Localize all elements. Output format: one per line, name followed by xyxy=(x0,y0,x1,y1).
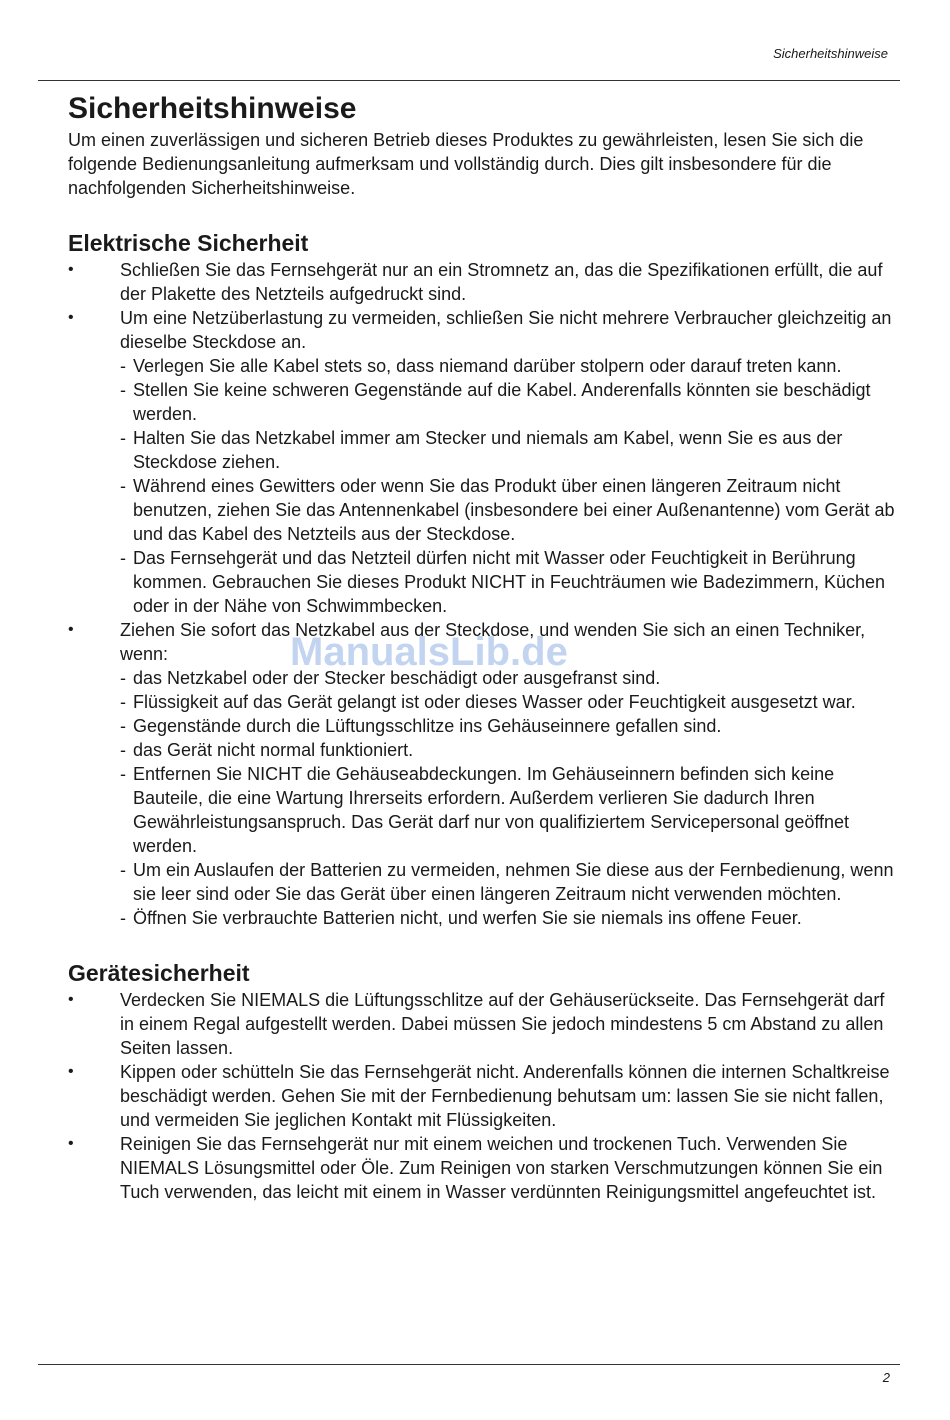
sub-list-item: - das Gerät nicht normal funktioniert. xyxy=(120,738,900,762)
section-heading-electrical: Elektrische Sicherheit xyxy=(68,230,309,256)
section-heading-device: Gerätesicherheit xyxy=(68,960,250,986)
sub-list-item: - Entfernen Sie NICHT die Gehäuseabdeckungen. Im Gehäuseinnern befinden sich keine Bauteile, die eine Wartung Ihrerseits erfordern. Außerdem verlieren Sie dadurch Ihren Gewährleistungsanspruch. Das Gerät darf nur von qualifiziertem Servicepersonal geöffnet werden. xyxy=(120,762,900,858)
list-item xyxy=(68,258,900,306)
list-item xyxy=(68,988,900,1060)
page-content xyxy=(68,90,900,1204)
list-item-text: Schließen Sie das Fernsehgerät nur an ein Stromnetz an, das die Spezifikationen erfüllt, die auf der Plakette des Netzteils aufgedruckt sind. xyxy=(120,260,883,304)
sub-list-item: - Das Fernsehgerät und das Netzteil dürfen nicht mit Wasser oder Feuchtigkeit in Berührung kommen. Gebrauchen Sie dieses Produkt NICHT in Feuchträumen wie Badezimmern, Küchen oder in der Nähe von Schwimmbecken. xyxy=(120,546,900,618)
sub-list-item: - Flüssigkeit auf das Gerät gelangt ist oder dieses Wasser oder Feuchtigkeit ausgesetzt war. xyxy=(120,690,900,714)
header-rule xyxy=(38,80,900,81)
bullet-list-device xyxy=(68,988,900,1204)
sub-list-item: - Während eines Gewitters oder wenn Sie das Produkt über einen längeren Zeitraum nicht benutzen, ziehen Sie das Antennenkabel (insbesondere bei einer Außenantenne) vom Gerät ab und das Kabel des Netzteils aus der Steckdose. xyxy=(120,474,900,546)
footer-rule xyxy=(38,1364,900,1365)
sub-list-item: - das Netzkabel oder der Stecker beschädigt oder ausgefranst sind. xyxy=(120,666,900,690)
list-item-text: Reinigen Sie das Fernsehgerät nur mit einem weichen und trockenen Tuch. Verwenden Sie NIEMALS Lösungsmittel oder Öle. Zum Reinigen von starken Verschmutzungen können Sie ein Tuch verwenden, das leicht mit einem in Wasser verdünnten Reinigungsmittel angefeuchtet ist. xyxy=(120,1134,883,1202)
intro-paragraph: Um einen zuverlässigen und sicheren Betrieb dieses Produktes zu gewährleisten, lesen Sie sich die folgende Bedienungsanleitung aufmerksam und vollständig durch. Dies gilt insbesondere für die nachfolgenden Sicherheitshinweise. xyxy=(68,130,864,198)
bullet-list-electrical xyxy=(68,258,900,930)
sub-list-item: - Öffnen Sie verbrauchte Batterien nicht, und werfen Sie sie niemals ins offene Feuer. xyxy=(120,906,900,930)
running-header: Sicherheitshinweise xyxy=(773,46,888,61)
list-item xyxy=(68,618,900,930)
sub-list-item: - Um ein Auslaufen der Batterien zu vermeiden, nehmen Sie diese aus der Fernbedienung, wenn sie leer sind oder Sie das Gerät über einen längeren Zeitraum nicht verwenden möchten. xyxy=(120,858,900,906)
page-title: Sicherheitshinweise xyxy=(68,92,357,125)
watermark-logo: ManualsLib.de xyxy=(290,630,568,674)
list-item-text: Verdecken Sie NIEMALS die Lüftungsschlitze auf der Gehäuserückseite. Das Fernsehgerät darf in einem Regal aufgestellt werden. Dabei müssen Sie jedoch mindestens 5 cm Abstand zu allen Seiten lassen. xyxy=(120,990,885,1058)
sub-list-item: - Stellen Sie keine schweren Gegenstände auf die Kabel. Anderenfalls könnten sie beschädigt werden. xyxy=(120,378,900,426)
list-item-text: Ziehen Sie sofort das Netzkabel aus der Steckdose, und wenden Sie sich an einen Techniker, wenn: xyxy=(120,620,866,664)
sub-list xyxy=(120,354,900,618)
page-number: 2 xyxy=(882,1370,890,1385)
sub-list xyxy=(120,666,900,930)
list-item xyxy=(68,306,900,618)
list-item-text: Um eine Netzüberlastung zu vermeiden, schließen Sie nicht mehrere Verbraucher gleichzeitig an dieselbe Steckdose an. xyxy=(120,308,892,352)
list-item-text: Kippen oder schütteln Sie das Fernsehgerät nicht. Anderenfalls können die internen Schaltkreise beschädigt werden. Gehen Sie mit der Fernbedienung behutsam um: lassen Sie sie nicht fallen, und vermeiden Sie jeglichen Kontakt mit Flüssigkeiten. xyxy=(120,1062,890,1130)
sub-list-item: - Verlegen Sie alle Kabel stets so, dass niemand darüber stolpern oder darauf treten kann. xyxy=(120,354,900,378)
list-item xyxy=(68,1060,900,1132)
sub-list-item: - Gegenstände durch die Lüftungsschlitze ins Gehäuseinnere gefallen sind. xyxy=(120,714,900,738)
list-item xyxy=(68,1132,900,1204)
sub-list-item: - Halten Sie das Netzkabel immer am Stecker und niemals am Kabel, wenn Sie es aus der Steckdose ziehen. xyxy=(120,426,900,474)
